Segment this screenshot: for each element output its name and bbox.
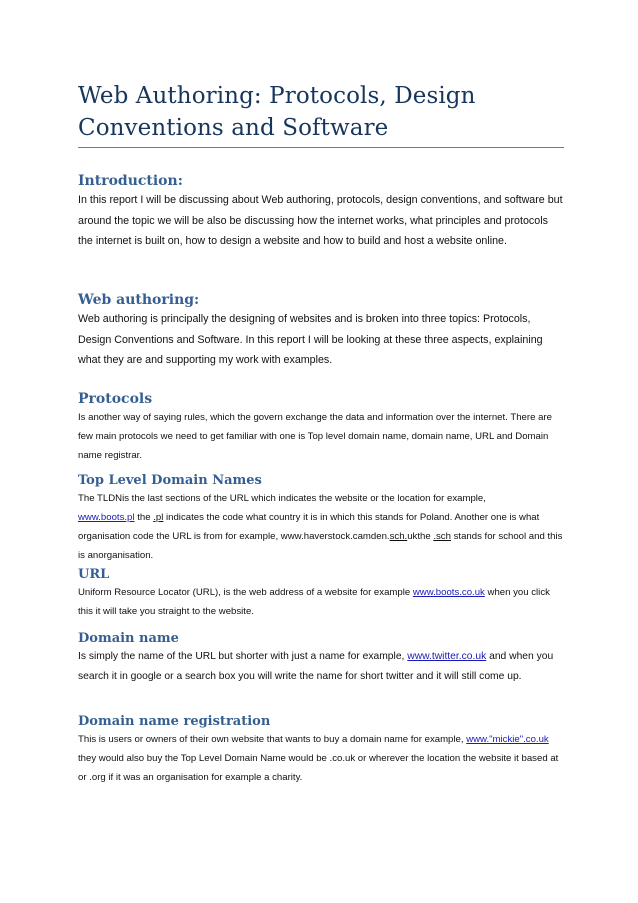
tld-text-a: The TLDNis the last sections of the URL which indicates the website or the location for example,	[78, 493, 486, 504]
title-underline	[78, 147, 564, 148]
document-header	[78, 80, 564, 148]
section-web-authoring	[78, 292, 564, 371]
domain-name-twitter-link[interactable]: www.twitter.co.uk	[407, 651, 487, 662]
url-boots-link[interactable]: www.boots.co.uk	[412, 587, 485, 598]
tld-text	[78, 489, 564, 565]
domain-registration-mickie-link[interactable]: www."mickie".co.uk	[466, 734, 549, 745]
url-text-a: Uniform Resource Locator (URL), is the web address of a website for example	[78, 587, 413, 598]
domain-name-text-b: and when you search it in google or a search box you will write the name for short twitter and it will still come up.	[78, 651, 554, 682]
section-introduction	[78, 173, 564, 252]
domain-registration-text	[78, 730, 564, 787]
section-domain-registration	[78, 713, 564, 787]
tld-sch-underlined: sch.	[389, 531, 408, 542]
protocols-text: Is another way of saying rules, which the govern exchange the data and information over the internet. There are few main protocols we need to get familiar with one is Top level domain name, domain name, URL and Domain name registrar.	[78, 412, 552, 461]
tld-pl-extension: .pl	[153, 512, 164, 523]
url-text	[78, 583, 564, 621]
domain-registration-text-b: they would also buy the Top Level Domain Name would be .co.uk or wherever the location the website it based at or .org if it was an organisation for example a charity.	[78, 753, 559, 783]
domain-name-heading: Domain name	[78, 631, 179, 646]
section-protocols	[78, 391, 564, 465]
url-heading: URL	[78, 567, 110, 582]
tld-text-e: stands for school and this is anorganisation.	[78, 531, 563, 561]
section-domain-name	[78, 630, 564, 686]
tld-text-c: indicates the code what country it is in which this stands for Poland. Another one is what organisation code the URL is from for example, www.haverstock.camden.	[78, 512, 540, 542]
tld-boots-pl-link[interactable]: www.boots.pl	[78, 512, 135, 523]
domain-registration-text-a: This is users or owners of their own website that wants to buy a domain name for example,	[78, 734, 467, 745]
introduction-text: In this report I will be discussing about Web authoring, protocols, design conventions, and software but around the topic we will be also be discussing how the internet works, what principles and protocols the internet is built on, how to design a website and how to build and host a website online.	[78, 194, 563, 247]
introduction-heading: Introduction:	[78, 173, 183, 189]
domain-name-text	[78, 647, 564, 686]
url-text-b: when you click this it will take you straight to the website.	[78, 587, 550, 617]
tld-text-d: ukthe	[407, 531, 434, 542]
web-authoring-heading: Web authoring:	[78, 292, 200, 308]
section-url	[78, 566, 564, 621]
title-line-2: Conventions and Software	[78, 115, 389, 141]
domain-name-text-a: Is simply the name of the URL but shorter with just a name for example,	[78, 651, 408, 662]
section-top-level-domain	[78, 472, 564, 565]
tld-sch-extension: .sch	[433, 531, 451, 542]
tld-text-b: the	[134, 512, 154, 523]
protocols-heading: Protocols	[78, 391, 153, 407]
title-line-1: Web Authoring: Protocols, Design	[78, 83, 476, 109]
domain-registration-heading: Domain name registration	[78, 714, 271, 729]
tld-heading: Top Level Domain Names	[78, 473, 262, 488]
document-title	[78, 80, 564, 144]
web-authoring-text: Web authoring is principally the designing of websites and is broken into three topics: Protocols, Design Conventions and Software. In this report I will be looking at these three aspects, explaining what they are and supporting my work with examples.	[78, 313, 543, 366]
